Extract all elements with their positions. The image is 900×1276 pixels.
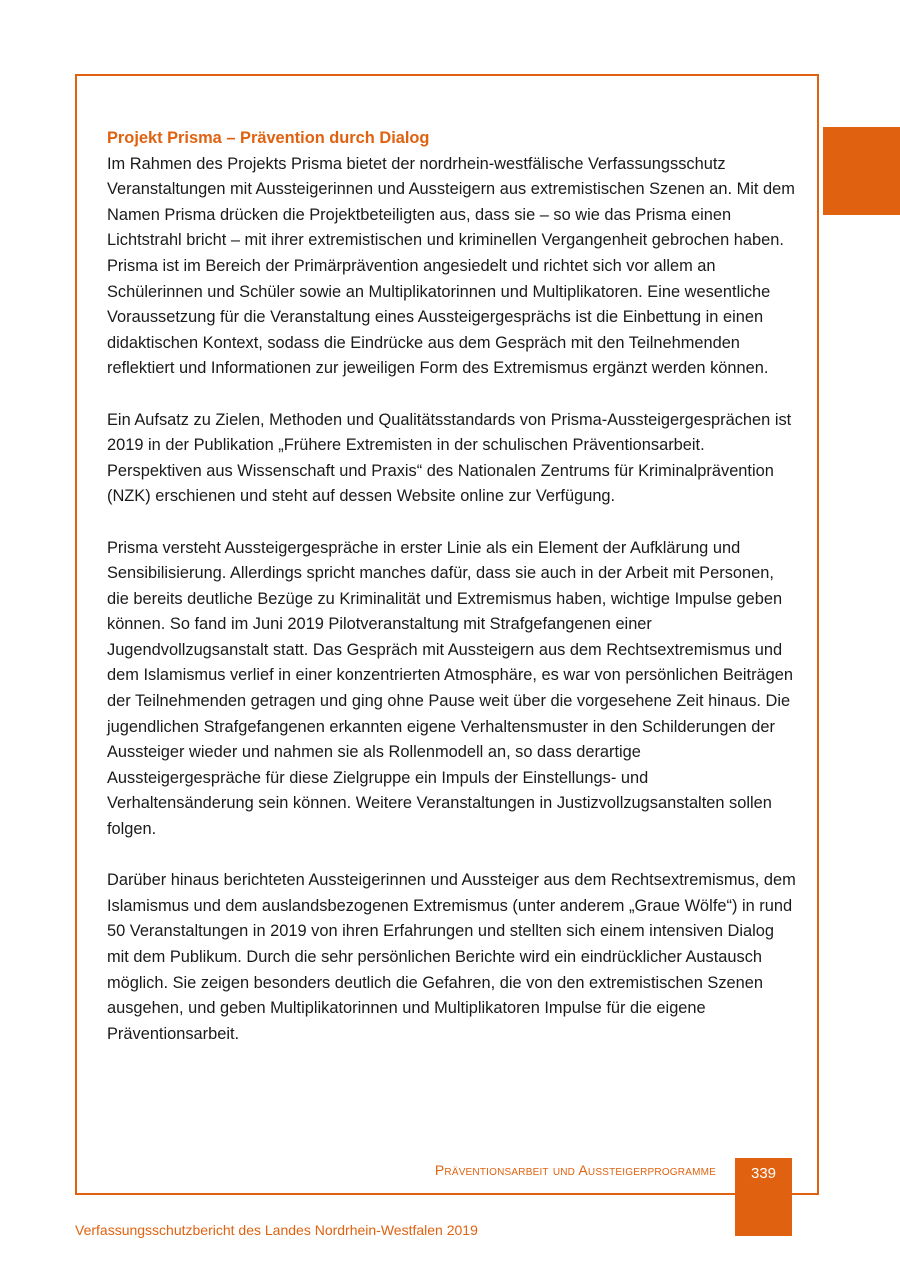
chapter-marker-tab [823,127,900,215]
paragraph-intro: Im Rahmen des Projekts Prisma bietet der nordrhein-westfälische Verfassungsschutz Veranstaltungen mit Aussteigerinnen und Aussteigern aus extremistischen Szenen an. Mit dem Namen Prisma drücken die Projektbeteiligten aus, dass sie – so wie das Prisma einen Lichtstrahl bricht – mit ihrer extremistischen und kriminellen Vergangenheit gebrochen haben. Prisma ist im Bereich der Primärprävention angesiedelt und richtet sich vor allem an Schülerinnen und Schüler sowie an Multiplikatorinnen und Multiplikatoren. Eine wesentliche Voraussetzung für die Veranstaltung eines Aussteigergesprächs ist die Einbettung in einen didaktischen Kontext, sodass die Eindrücke aus dem Gespräch mit den Teilnehmenden reflektiert und Informationen zur jeweiligen Form des Extremismus ergänzt werden können. [107,154,795,378]
page-number-box [735,1158,792,1236]
paragraph-publication: Ein Aufsatz zu Zielen, Methoden und Qualitätsstandards von Prisma-Aussteigergesprächen ist 2019 in der Publikation „Frühere Extremisten in der schulischen Präventionsarbeit. Perspektiven aus Wissenschaft und Praxis“ des Nationalen Zentrums für Kriminalprävention (NZK) erschienen und steht auf dessen Website online zur Verfügung. [107,410,792,506]
paragraph-events: Darüber hinaus berichteten Aussteigerinnen und Aussteiger aus dem Rechtsextremismus, dem Islamismus und dem auslandsbezogenen Extremismus (unter anderem „Graue Wölfe“) in rund 50 Veranstaltungen in 2019 von ihren Erfahrungen und stellten sich einem intensiven Dialog mit dem Publikum. Durch die sehr persönlichen Berichte wird ein eindrücklicher Austausch möglich. Sie zeigen besonders deutlich die Gefahren, die von den extremistischen Szenen ausgehen, und geben Multiplikatorinnen und Multiplikatoren Impulse für die eigene Präventionsarbeit. [107,871,796,1043]
main-content [107,126,797,1073]
paragraph-pilot: Prisma versteht Aussteigergespräche in erster Linie als ein Element der Aufklärung und Sensibilisierung. Allerdings spricht manches dafür, dass sie auch in der Arbeit mit Personen, die bereits deutliche Bezüge zu Kriminalität und Extremismus haben, wichtige Impulse geben können. So fand im Juni 2019 Pilotveranstaltung mit Strafgefangenen einer Jugendvollzugsanstalt statt. Das Gespräch mit Aussteigern aus dem Rechtsextremismus und dem Islamismus verlief in einer konzentrierten Atmosphäre, es war von persönlichen Beiträgen der Teilnehmenden getragen und ging ohne Pause weit über die vorgesehene Zeit hinaus. Die jugendlichen Strafgefangenen erkannten eigene Verhaltensmuster in den Schilderungen der Aussteiger wieder und nahmen sie als Rollenmodell an, so dass derartige Aussteigergespräche für diese Zielgruppe ein Impuls der Einstellungs- und Verhaltensänderung sein können. Weitere Veranstaltungen in Justizvollzugsanstalten sollen folgen. [107,538,794,839]
report-title: Verfassungsschutzbericht des Landes Nordrhein-Westfalen 2019 [75,1222,478,1238]
page-number: 339 [750,1165,777,1182]
section-heading: Projekt Prisma – Prävention durch Dialog [107,129,430,147]
chapter-title: Präventionsarbeit und Aussteigerprogramme [434,1162,716,1178]
